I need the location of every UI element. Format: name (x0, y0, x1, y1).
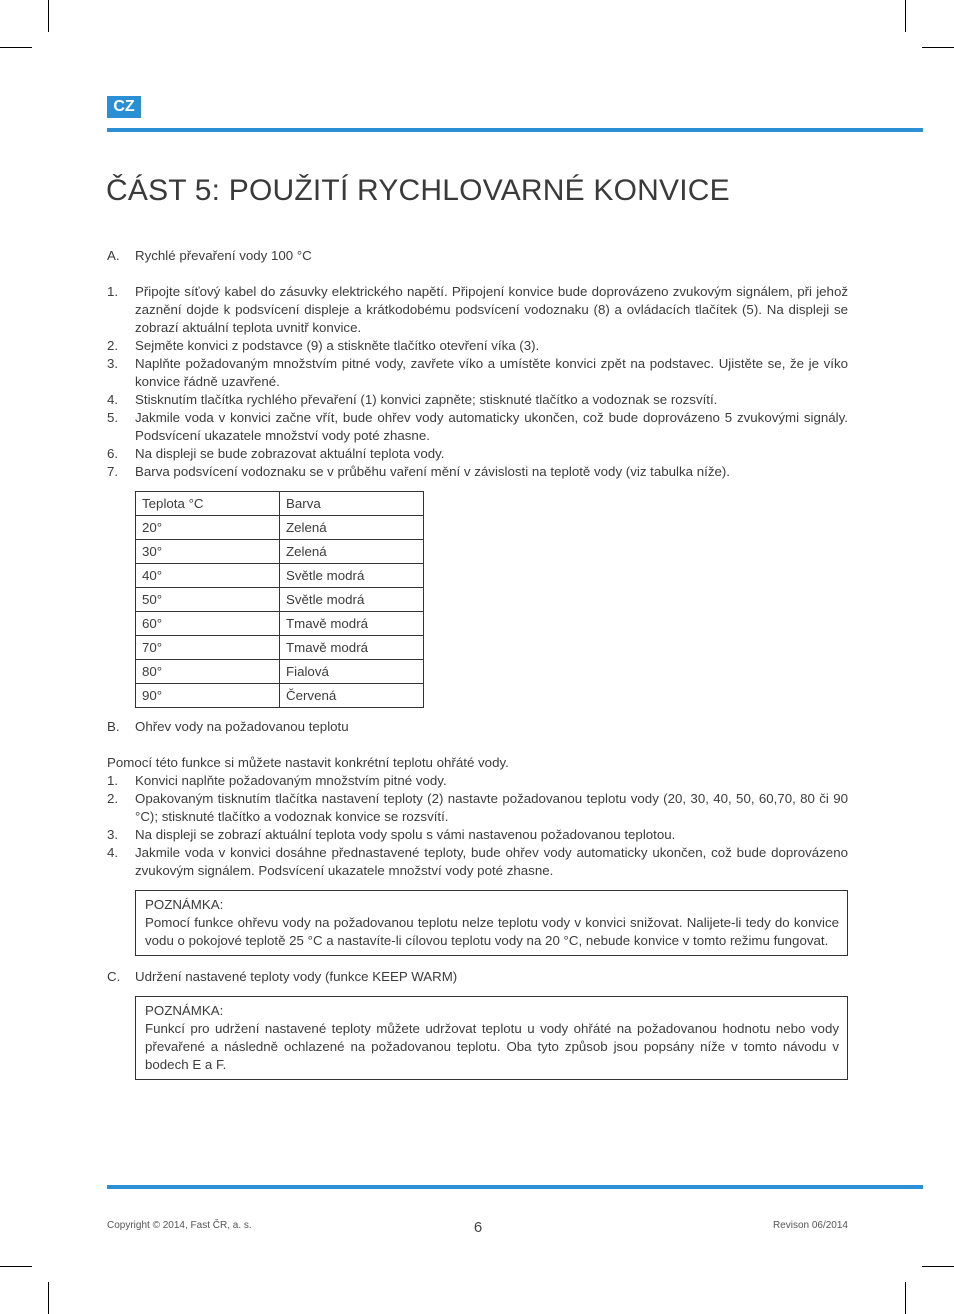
note-box (135, 996, 848, 1080)
list-text: Naplňte požadovaným množstvím pitné vody, zavřete víko a umístěte konvici zpět na podstavec. Ujistěte se, že je víko konvice řádně uzavřené. (135, 356, 848, 389)
list-number: 6. (107, 446, 119, 461)
section-marker: B. (107, 719, 120, 734)
crop-mark (48, 0, 49, 32)
crop-mark (922, 1266, 954, 1267)
list-item (107, 790, 848, 826)
list-text: Stisknutím tlačítka rychlého převaření (1) konvici zapněte; stisknuté tlačítko a vodoznak se rozsvítí. (135, 392, 718, 407)
table-row (136, 516, 424, 540)
list-text: Konvici naplňte požadovaným množstvím pitné vody. (135, 773, 447, 788)
table-header-row (136, 492, 424, 516)
list-number: 2. (107, 338, 119, 353)
footer-copyright: Copyright © 2014, Fast ČR, a. s. (107, 1220, 252, 1231)
list-item (107, 409, 848, 445)
section-heading: Ohřev vody na požadovanou teplotu (135, 719, 349, 734)
list-text: Na displeji se zobrazí aktuální teplota vody spolu s vámi nastavenou požadovanou teplotou. (135, 827, 676, 842)
table-cell: 50° (136, 588, 280, 612)
table-cell: Fialová (280, 660, 424, 684)
note-text: Pomocí funkce ohřevu vody na požadovanou teplotu nelze teplotu vody v konvici snižovat. Nalijete-li tedy do konvice vodu o pokojové teplotě 25 °C a nastavíte-li cílovou teplotu vody na 20 °C, nebude konvice v tomto režimu fungovat. (145, 915, 839, 948)
list-item (107, 463, 848, 481)
list-number: 4. (107, 392, 119, 407)
table-cell: 90° (136, 684, 280, 708)
section-heading: Rychlé převaření vody 100 °C (135, 248, 312, 263)
list-item (107, 445, 848, 463)
list-item (107, 283, 848, 337)
list-item (107, 391, 848, 409)
note-title: POZNÁMKA: (145, 897, 224, 912)
crop-mark (905, 0, 906, 32)
list-item (107, 844, 848, 880)
list-number: 5. (107, 410, 119, 425)
table-cell: 70° (136, 636, 280, 660)
page-title: ČÁST 5: POUŽITÍ RYCHLOVARNÉ KONVICE (106, 174, 730, 207)
list-item (107, 337, 848, 355)
footer-rule (107, 1185, 923, 1189)
note-text: Funkcí pro udržení nastavené teploty můžete udržovat teplotu u vody ohřáté na požadovanou hodnotu nebo vody převařené a následně ochlazené na požadovanou teplotu. Oba tyto způsob jsou popsány níže v tomto návodu v bodech E a F. (145, 1021, 839, 1072)
section-c-heading (107, 968, 848, 986)
table-row (136, 612, 424, 636)
section-b-heading (107, 718, 848, 736)
table-cell: Tmavě modrá (280, 636, 424, 660)
language-badge: CZ (107, 96, 141, 118)
list-text: Opakovaným tisknutím tlačítka nastavení teploty (2) nastavte požadovanou teplotu vody (20, 30, 40, 50, 60,70, 80 či 90 °C); stisknuté tlačítko a vodoznak konvice se rozsvítí. (135, 791, 848, 824)
list-text: Jakmile voda v konvici dosáhne přednastavené teploty, bude ohřev vody automaticky ukončen, což bude doprovázeno zvukovým signálem. Podsvícení ukazatele množství vody poté zhasne. (135, 845, 848, 878)
table-cell: Světle modrá (280, 588, 424, 612)
section-heading: Udržení nastavené teploty vody (funkce KEEP WARM) (135, 969, 458, 984)
table-row (136, 684, 424, 708)
list-number: 2. (107, 791, 119, 806)
temperature-color-table (135, 491, 424, 708)
table-cell: 30° (136, 540, 280, 564)
table-cell: Zelená (280, 516, 424, 540)
footer-revision: Revison 06/2014 (772, 1220, 848, 1231)
list-text: Jakmile voda v konvici začne vřít, bude ohřev vody automaticky ukončen, což bude doprovázeno 5 zvukovými signály. Podsvícení ukazatele množství vody poté zhasne. (135, 410, 848, 443)
list-text: Na displeji se bude zobrazovat aktuální teplota vody. (135, 446, 445, 461)
list-number: 1. (107, 773, 119, 788)
page-number: 6 (473, 1219, 483, 1236)
table-header-cell: Barva (280, 492, 424, 516)
list-number: 4. (107, 845, 119, 860)
table-row (136, 588, 424, 612)
table-cell: Zelená (280, 540, 424, 564)
section-a-heading (107, 247, 848, 265)
list-number: 7. (107, 464, 119, 479)
list-number: 1. (107, 284, 119, 299)
table-cell: Tmavě modrá (280, 612, 424, 636)
table-row (136, 540, 424, 564)
table-row (136, 636, 424, 660)
table-header-cell: Teplota °C (136, 492, 280, 516)
list-text: Barva podsvícení vodoznaku se v průběhu vaření mění v závislosti na teplotě vody (viz tabulka níže). (135, 464, 730, 479)
table-cell: 60° (136, 612, 280, 636)
list-text: Připojte síťový kabel do zásuvky elektrického napětí. Připojení konvice bude doprovázeno zvukovým signálem, při jehož zaznění dojde k podsvícení displeje a krátkodobému podsvícení vodoznaku (8) a ovládacích tlačítek (5). Na displeji se zobrazí aktuální teplota uvnitř konvice. (135, 284, 848, 335)
crop-mark (922, 47, 954, 48)
section-marker: C. (107, 969, 121, 984)
table-row (136, 660, 424, 684)
section-marker: A. (107, 248, 120, 263)
list-number: 3. (107, 827, 119, 842)
crop-mark (48, 1282, 49, 1314)
list-item (107, 826, 848, 844)
header-rule (107, 128, 923, 132)
crop-mark (0, 1266, 32, 1267)
table-cell: 40° (136, 564, 280, 588)
table-cell: Světle modrá (280, 564, 424, 588)
document-body (107, 247, 848, 1092)
table-row (136, 564, 424, 588)
crop-mark (0, 47, 32, 48)
table-cell: 80° (136, 660, 280, 684)
list-item (107, 772, 848, 790)
list-text: Sejměte konvici z podstavce (9) a stiskněte tlačítko otevření víka (3). (135, 338, 540, 353)
note-box (135, 890, 848, 956)
note-title: POZNÁMKA: (145, 1003, 224, 1018)
list-number: 3. (107, 356, 119, 371)
table-cell: Červená (280, 684, 424, 708)
list-item (107, 355, 848, 391)
table-cell: 20° (136, 516, 280, 540)
crop-mark (905, 1282, 906, 1314)
section-intro: Pomocí této funkce si můžete nastavit konkrétní teplotu ohřáté vody. (107, 755, 509, 770)
